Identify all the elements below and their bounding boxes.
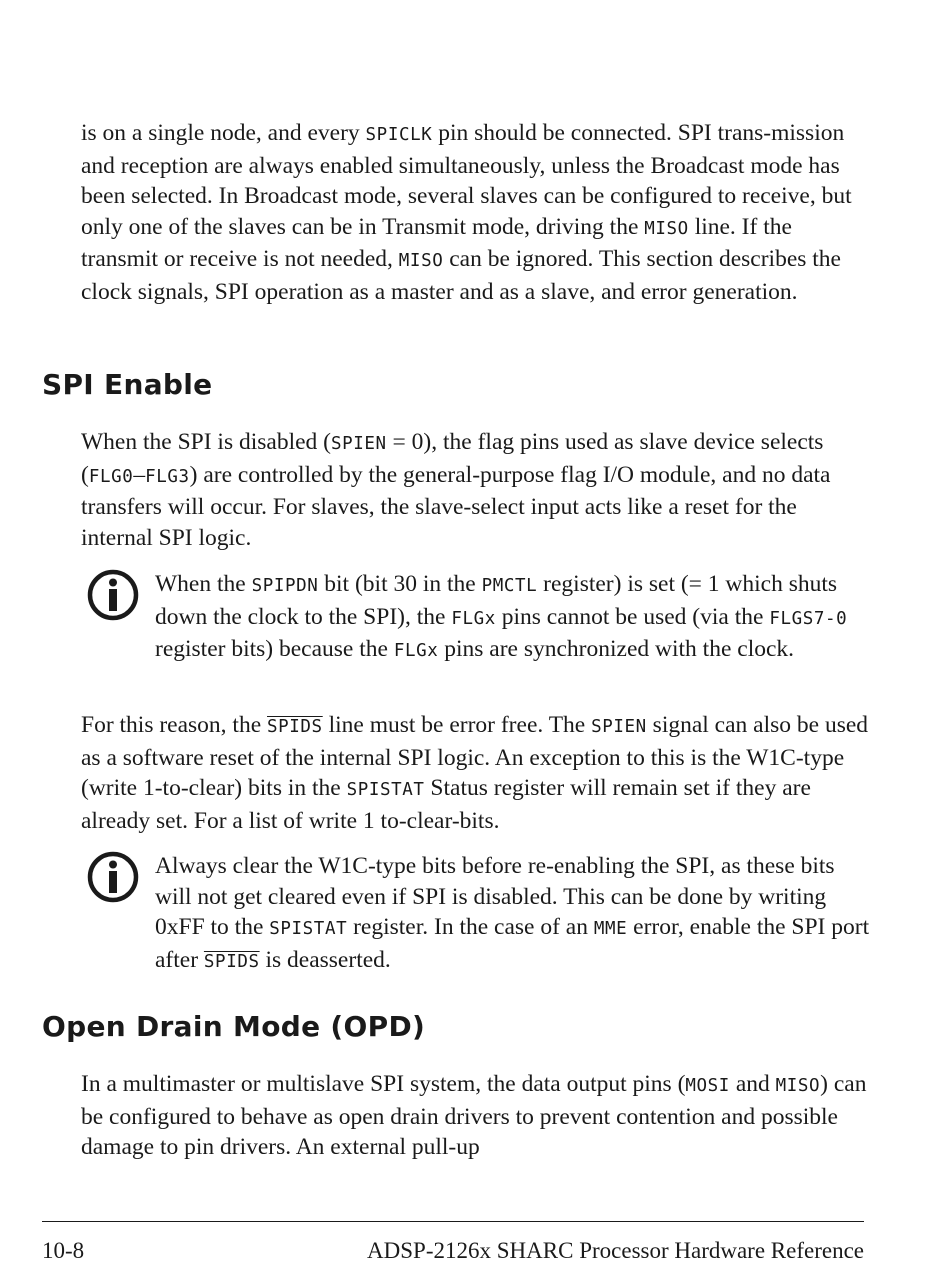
code-term: MISO: [398, 251, 444, 272]
text-span: register. In the case of an: [347, 914, 594, 941]
text-span: can be ignored. This section describes the clock signals, SPI operation as a master and as a slave, and error generation.: [81, 246, 841, 305]
text-span: pins cannot be used (via the: [495, 603, 770, 630]
text-span: line must be error free. The: [322, 712, 592, 738]
code-term: MISO: [644, 218, 689, 239]
code-term: FLGS7-0: [769, 608, 848, 629]
code-term: SPIEN: [591, 717, 647, 737]
code-term: FLG0: [88, 466, 134, 487]
code-term: PMCTL: [481, 576, 538, 596]
document-title: ADSP-2126x SHARC Processor Hardware Reference: [367, 1238, 864, 1263]
note-w1c-bits: [155, 851, 871, 977]
spi-enable-paragraph: [81, 427, 871, 553]
code-term-overline: SPIDS: [203, 951, 260, 972]
text-span: Always clear the W1C-type bits before re-enabling the SPI, as these bits will not get cleared even if SPI is disabled. This can be done by writing 0xFF to the: [155, 853, 835, 941]
code-term: FLGx: [393, 641, 439, 662]
code-term: MOSI: [685, 1076, 730, 1096]
code-term: MME: [593, 919, 628, 940]
section-heading-open-drain-mode: Open Drain Mode (OPD): [42, 1010, 426, 1043]
text-span: ) are controlled by the general-purpose flag I/O module, and no data transfers will occur. For slaves, the slave-select input acts like a reset for the internal SPI logic.: [81, 461, 831, 551]
intro-paragraph: [81, 118, 871, 308]
text-span: When the SPI is disabled (: [81, 429, 331, 455]
text-span: pin should be connected. SPI trans-mission and reception are always enabled simultaneously, unless the Broadcast mode has been selected. In Broadcast mode, several slaves can be configured to receive, but only one of the slaves can be in Transmit mode, driving the: [81, 120, 852, 240]
text-span: bit (bit 30 in the: [318, 571, 482, 597]
code-term: SPIEN: [330, 434, 387, 454]
text-span: error, enable the SPI port after: [155, 914, 870, 973]
page-number: 10-8: [42, 1238, 85, 1263]
code-term: FLG3: [145, 466, 190, 487]
text-span: Status register will remain set if they are already set. For a list of write 1 to-clear-bits.: [81, 775, 811, 834]
text-span: register bits) because the: [155, 636, 394, 663]
text-span: is deasserted.: [259, 946, 391, 973]
spids-paragraph: [81, 710, 871, 836]
text-span: pins are synchronized with the clock.: [438, 636, 795, 663]
text-span: is on a single node, and every: [81, 120, 366, 146]
text-span: When the: [155, 571, 252, 597]
info-icon: [86, 850, 140, 904]
code-term: SPISTAT: [269, 919, 348, 940]
code-term: SPIPDN: [251, 576, 319, 596]
text-span: and: [729, 1071, 776, 1097]
open-drain-paragraph: [81, 1069, 871, 1163]
text-span: line. If the transmit or receive is not needed,: [81, 213, 792, 273]
text-span: For this reason, the: [81, 712, 268, 738]
info-icon: [86, 568, 140, 622]
code-term: SPISTAT: [346, 780, 425, 801]
code-term: SPICLK: [365, 125, 433, 145]
text-span: = 0), the flag pins used as slave device selects (: [81, 429, 824, 488]
text-span: ) can be configured to behave as open drain drivers to prevent contention and possible damage to pin drivers. An external pull-up: [81, 1071, 867, 1161]
text-span: register) is set (= 1 which shuts down the clock to the SPI), the: [155, 571, 838, 630]
text-span: In a multimaster or multislave SPI system, the data output pins (: [81, 1071, 686, 1097]
text-span: –: [133, 461, 146, 488]
footer-rule: [42, 1221, 864, 1222]
code-term: FLGx: [451, 608, 496, 629]
code-term-overline: SPIDS: [267, 717, 323, 737]
section-heading-spi-enable: SPI Enable: [42, 368, 213, 401]
note-spipdn: [155, 569, 871, 667]
code-term: MISO: [775, 1076, 821, 1096]
text-span: signal can also be used as a software reset of the internal SPI logic. An exception to this is the W1C-type (write 1-to-clear) bits in the: [81, 712, 869, 802]
